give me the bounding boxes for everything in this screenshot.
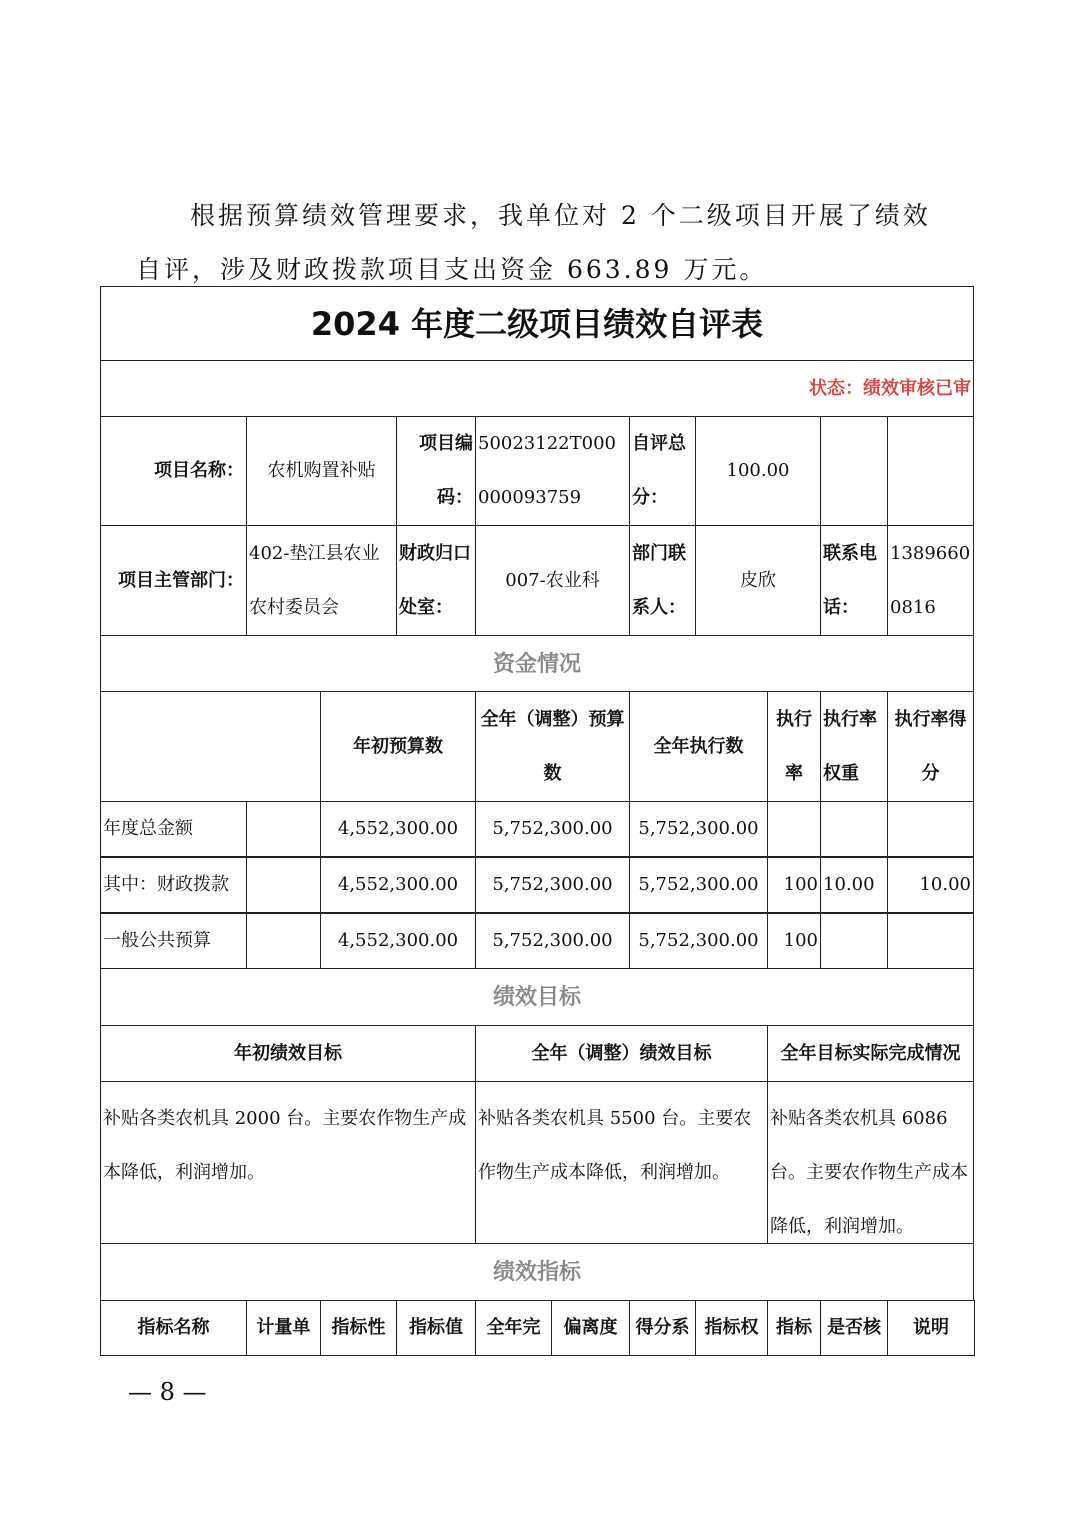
empty-cell: [887, 416, 974, 526]
funds-adjusted-cell: 5,752,300.00: [475, 913, 630, 969]
funds-rate-cell: [767, 801, 821, 857]
funds-header: 执行率得分: [887, 691, 974, 802]
indicator-header: 得分系: [629, 1300, 696, 1356]
score-value: 100.00: [695, 416, 821, 526]
funds-header: 执行率权重: [820, 691, 888, 802]
intro-line-1: 根据预算绩效管理要求，我单位对 2 个二级项目开展了绩效: [190, 201, 931, 230]
indicator-header: 指标权: [695, 1300, 768, 1356]
dept-value: 402-垫江县农业农村委员会: [246, 525, 397, 636]
indicator-header: 偏离度: [551, 1300, 630, 1356]
funds-weight-cell: 10.00: [820, 857, 888, 913]
funds-score-cell: [887, 913, 974, 969]
goals-header: 年初绩效目标: [100, 1025, 476, 1082]
project-code: 50023122T000000093759: [475, 416, 630, 526]
empty-cell: [246, 857, 321, 913]
funds-weight-cell: [820, 801, 888, 857]
indicator-header: 指标性: [320, 1300, 397, 1356]
funds-initial-cell: 4,552,300.00: [320, 801, 476, 857]
funds-executed-cell: 5,752,300.00: [629, 913, 768, 969]
empty-cell: [246, 801, 321, 857]
funds-rate-cell: 100: [767, 857, 821, 913]
funds-executed-cell: 5,752,300.00: [629, 801, 768, 857]
empty-cell: [100, 691, 321, 802]
project-name-label: 项目名称：: [100, 416, 247, 526]
score-label: 自评总分：: [629, 416, 696, 526]
goals-header: 全年（调整）绩效目标: [475, 1025, 768, 1082]
finance-label: 财政归口处室：: [396, 525, 476, 636]
funds-score-cell: 10.00: [887, 857, 974, 913]
indicator-header: 指标值: [396, 1300, 476, 1356]
funds-rate-cell: 100: [767, 913, 821, 969]
page-number: — 8 —: [128, 1378, 207, 1406]
indicator-header: 指标: [767, 1300, 821, 1356]
indicator-header: 计量单: [246, 1300, 321, 1356]
funds-header: 全年（调整）预算数: [475, 691, 630, 802]
project-code-label: 项目编码：: [396, 416, 476, 526]
contact-label: 部门联系人：: [629, 525, 696, 636]
phone-label: 联系电话：: [820, 525, 888, 636]
funds-adjusted-cell: 5,752,300.00: [475, 801, 630, 857]
funds-executed-cell: 5,752,300.00: [629, 857, 768, 913]
goal-adjusted: 补贴各类农机具 5500 台。主要农作物生产成本降低，利润增加。: [475, 1081, 768, 1244]
funds-section-title: 资金情况: [100, 635, 974, 692]
goals-header: 全年目标实际完成情况: [767, 1025, 974, 1082]
indicator-header: 指标名称: [100, 1300, 247, 1356]
funds-label-cell: 其中：财政拨款: [100, 857, 247, 913]
goal-actual: 补贴各类农机具 6086 台。主要农作物生产成本降低，利润增加。: [767, 1081, 974, 1244]
finance-value: 007-农业科: [475, 525, 630, 636]
funds-score-cell: [887, 801, 974, 857]
status-badge: 状态：绩效审核已审: [100, 360, 974, 417]
project-name: 农机购置补贴: [246, 416, 397, 526]
funds-header: 全年执行数: [629, 691, 768, 802]
funds-header: 执行率: [767, 691, 821, 802]
goals-section-title: 绩效目标: [100, 968, 974, 1026]
funds-header: 年初预算数: [320, 691, 476, 802]
intro-line-2: 自评，涉及财政拨款项目支出资金 663.89 万元。: [136, 255, 768, 284]
funds-adjusted-cell: 5,752,300.00: [475, 857, 630, 913]
funds-initial-cell: 4,552,300.00: [320, 913, 476, 969]
dept-label: 项目主管部门：: [100, 525, 247, 636]
funds-weight-cell: [820, 913, 888, 969]
funds-label-cell: 年度总金额: [100, 801, 247, 857]
empty-cell: [246, 913, 321, 969]
indicator-header: 全年完: [475, 1300, 552, 1356]
goal-initial: 补贴各类农机具 2000 台。主要农作物生产成本降低，利润增加。: [100, 1081, 476, 1244]
funds-label-cell: 一般公共预算: [100, 913, 247, 969]
phone-value: 13896600816: [887, 525, 974, 636]
table-title: 2024 年度二级项目绩效自评表: [100, 286, 974, 361]
indicator-header: 是否核: [820, 1300, 888, 1356]
empty-cell: [820, 416, 888, 526]
indicators-section-title: 绩效指标: [100, 1243, 974, 1301]
indicator-header: 说明: [887, 1300, 975, 1356]
contact-value: 皮欣: [695, 525, 821, 636]
funds-initial-cell: 4,552,300.00: [320, 857, 476, 913]
